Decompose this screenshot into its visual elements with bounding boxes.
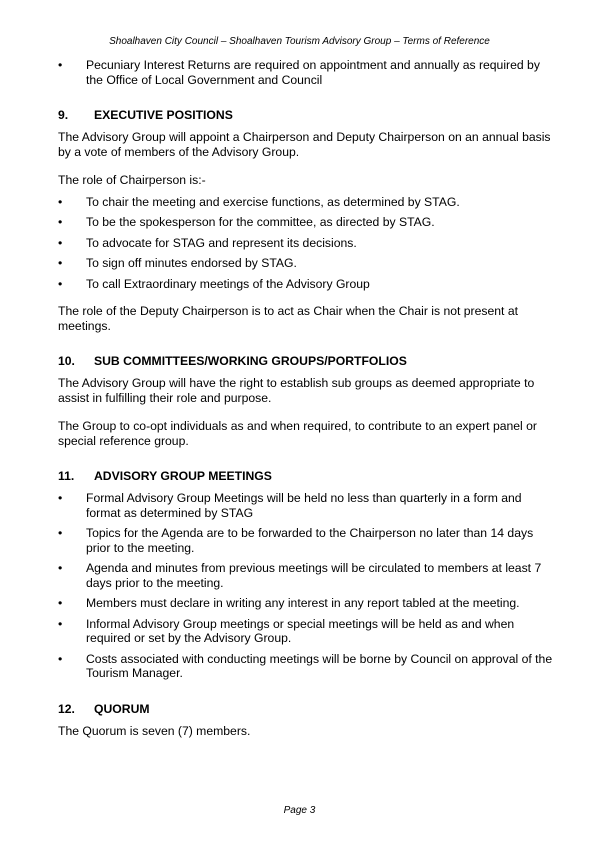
list-item [58,256,558,271]
section-heading [58,469,558,484]
bullet-icon: • [58,651,63,666]
bullet-icon: • [58,215,63,229]
paragraph: The Quorum is seven (7) members. [58,723,251,738]
paragraph: The role of the Deputy Chairperson is to act as Chair when the Chair is not present at meetings. [58,304,518,333]
list-item [58,491,558,520]
paragraph: The Advisory Group will have the right to establish sub groups as deemed appropriate to assist in fulfilling their role and purpose. [58,376,535,405]
section-number: 11. [58,469,75,483]
list-item [58,195,558,210]
bullet-icon: • [58,616,63,631]
list-item-text: Informal Advisory Group meetings or special meetings will be held as and when required or set by the Advisory Group. [86,616,515,645]
list-item [58,561,558,590]
bullet-icon: • [58,256,63,270]
list-item-text: Agenda and minutes from previous meetings will be circulated to members at least 7 days prior to the meeting. [86,561,542,590]
list-item [58,58,558,87]
section-heading [58,354,558,369]
list-item [58,596,558,611]
page-header: Shoalhaven City Council – Shoalhaven Tourism Advisory Group – Terms of Reference [109,36,490,47]
list-item [58,215,558,230]
bullet-icon: • [58,526,63,540]
list-item-text: Members must declare in writing any interest in any report tabled at the meeting. [86,596,520,610]
paragraph: The Group to co-opt individuals as and when required, to contribute to an expert panel or special reference group. [58,419,537,448]
document-body [58,58,558,752]
bullet-icon: • [58,194,63,209]
list-item-text: To call Extraordinary meetings of the Advisory Group [86,276,370,291]
bullet-icon: • [58,235,63,250]
list-item-text: To chair the meeting and exercise functions, as determined by STAG. [86,194,460,209]
list-item-text: Costs associated with conducting meetings will be borne by Council on approval of the Tourism Manager. [86,651,553,680]
list-item-text: To be the spokesperson for the committee, as directed by STAG. [86,215,435,229]
section-title: QUORUM [94,701,150,716]
list-item-text: Topics for the Agenda are to be forwarded to the Chairperson no later than 14 days prior to the meeting. [86,526,534,555]
list-item-text: To advocate for STAG and represent its decisions. [86,235,357,250]
bullet-icon: • [58,276,63,291]
bullet-icon: • [58,596,63,610]
list-item [58,236,558,251]
bullet-icon: • [58,58,63,72]
section-number: 10. [58,354,75,368]
list-item [58,526,558,555]
section-number: 12. [58,701,75,716]
section-heading [58,108,558,123]
section-title: EXECUTIVE POSITIONS [94,108,233,122]
bullet-icon: • [58,491,63,505]
section-title: SUB COMMITTEES/WORKING GROUPS/PORTFOLIOS [94,354,407,368]
paragraph: The Advisory Group will appoint a Chairperson and Deputy Chairperson on an annual basis by a vote of members of the Advisory Group. [58,130,551,159]
list-item-text: Pecuniary Interest Returns are required on appointment and annually as required by the Office of Local Government and Council [86,58,540,87]
page-number: Page 3 [283,805,316,816]
list-item-text: To sign off minutes endorsed by STAG. [86,256,297,270]
section-title: ADVISORY GROUP MEETINGS [94,469,272,483]
section-number: 9. [58,108,69,122]
list-item [58,652,558,681]
section-heading [58,702,558,717]
list-item-text: Formal Advisory Group Meetings will be held no less than quarterly in a form and format as determined by STAG [86,491,522,520]
list-item [58,277,558,292]
bullet-icon: • [58,561,63,575]
list-item [58,617,558,646]
paragraph: The role of Chairperson is:- [58,173,206,187]
